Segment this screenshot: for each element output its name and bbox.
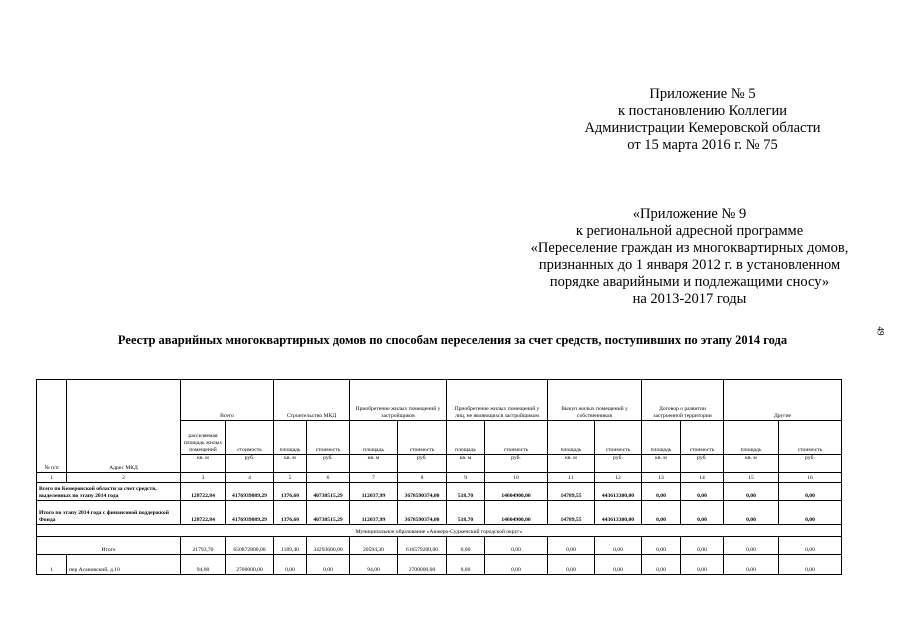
header-line: на 2013-2017 годы	[632, 291, 747, 307]
subheader-area: площадь	[447, 421, 485, 455]
group-buyout: Выкуп жилых помещений у собственников	[548, 380, 642, 421]
unit-m2: кв. м	[642, 455, 681, 473]
table-cell: 14789,55	[548, 483, 595, 501]
subheader-area: площадь	[724, 421, 779, 455]
table-cell: 0,00	[447, 537, 485, 555]
table-cell: 0,00	[681, 483, 724, 501]
table-cell: 0,00	[724, 483, 779, 501]
group-total: Всего	[181, 380, 274, 421]
header-line: от 15 марта 2016 г. № 75	[627, 137, 778, 153]
table-cell: 34293600,00	[307, 537, 350, 555]
unit-rub: руб.	[226, 455, 274, 473]
column-number: 13	[642, 473, 681, 483]
row-number: 1	[37, 555, 67, 575]
page-number: 49	[875, 326, 886, 336]
table-row	[37, 501, 842, 525]
table-cell: 4176939089,29	[226, 483, 274, 501]
column-number: 14	[681, 473, 724, 483]
column-number: 16	[779, 473, 842, 483]
subheader-cost: стоимость	[398, 421, 447, 455]
header-line: порядке аварийными и подлежащими сносу»	[549, 274, 830, 290]
table-row	[37, 537, 842, 555]
subheader-cost: стоимость	[226, 421, 274, 455]
table-cell: 128722,84	[181, 501, 226, 525]
header-line: признанных до 1 января 2012 г. в установленном	[538, 257, 841, 273]
subheader-area: площадь	[274, 421, 307, 455]
table-cell: 1376,60	[274, 483, 307, 501]
header-line: Администрации Кемеровской области	[584, 120, 821, 136]
table-cell: 2700000,00	[398, 555, 447, 575]
table-row	[37, 525, 842, 537]
table-cell: 2700000,00	[226, 555, 274, 575]
col-address-header: Адрес МКД	[67, 380, 181, 473]
unit-m2: кв. м	[447, 455, 485, 473]
table-cell: 0,00	[642, 537, 681, 555]
table-cell: 518,70	[447, 483, 485, 501]
subheader-cost: стоимость	[307, 421, 350, 455]
column-number: 4	[226, 473, 274, 483]
column-number: 2	[67, 473, 181, 483]
table-cell: 0,00	[681, 537, 724, 555]
group-territory: Договор о развитии застроенной территории	[642, 380, 724, 421]
column-numbers-row	[37, 473, 842, 483]
table-cell: 650872800,00	[226, 537, 274, 555]
table-cell: 0,00	[779, 501, 842, 525]
fund-total-label: Итого по этапу 2014 года с финансовой поддержкой Фонда	[37, 501, 181, 525]
group-construction: Строительство МКД	[274, 380, 350, 421]
unit-m2: кв. м	[350, 455, 398, 473]
table-cell: 112037,99	[350, 501, 398, 525]
unit-rub: руб.	[398, 455, 447, 473]
registry-table	[36, 379, 842, 575]
table-cell: 0,00	[642, 483, 681, 501]
unit-rub: руб.	[485, 455, 548, 473]
table-cell: 94,00	[350, 555, 398, 575]
table-cell: 518,70	[447, 501, 485, 525]
table-cell: 0,00	[779, 555, 842, 575]
table-cell: 0,00	[307, 555, 350, 575]
table-cell: 0,00	[548, 555, 595, 575]
table-cell: 14004900,00	[485, 483, 548, 501]
table-cell: 0,00	[642, 501, 681, 525]
unit-m2: кв. м	[181, 455, 226, 473]
table-cell: 0,00	[485, 555, 548, 575]
table-cell: 0,00	[485, 537, 548, 555]
subheader-cost: стоимость	[779, 421, 842, 455]
table-cell: 0,00	[724, 555, 779, 575]
table-cell: 4176939089,29	[226, 501, 274, 525]
column-number: 5	[274, 473, 307, 483]
row-address: пер Асановский, д.10	[67, 555, 181, 575]
table-cell: 20594,30	[350, 537, 398, 555]
table-cell: 14004900,00	[485, 501, 548, 525]
table-cell: 1189,40	[274, 537, 307, 555]
table-row	[37, 483, 842, 501]
subheader-area: площадь	[350, 421, 398, 455]
header-line: «Переселение граждан из многоквартирных домов,	[530, 240, 849, 256]
table-cell: 0,00	[779, 537, 842, 555]
unit-m2: кв. м	[548, 455, 595, 473]
header-line: к региональной адресной программе	[575, 223, 804, 239]
column-number: 15	[724, 473, 779, 483]
unit-rub: руб.	[681, 455, 724, 473]
table-cell: 0,00	[274, 555, 307, 575]
table-cell: 0,00	[724, 501, 779, 525]
table-cell: 40730515,29	[307, 501, 350, 525]
table-cell: 40730515,29	[307, 483, 350, 501]
column-number: 7	[350, 473, 398, 483]
table-cell: 94,00	[181, 555, 226, 575]
column-number: 3	[181, 473, 226, 483]
subheader-cost: стоимость	[595, 421, 642, 455]
table-cell: 14789,55	[548, 501, 595, 525]
municipality-heading: Муниципальное образование «Анжеро-Судженский городской округ»	[37, 525, 842, 537]
column-number: 10	[485, 473, 548, 483]
document-title: Реестр аварийных многоквартирных домов по способам переселения за счет средств, поступивших по этапу 2014 года	[117, 333, 788, 347]
group-purchase-others: Приобретение жилых помещений у лиц, не являющихся застройщиком	[447, 380, 548, 421]
table-cell: 0,00	[642, 555, 681, 575]
table-cell: 0,00	[548, 537, 595, 555]
header-line: «Приложение № 9	[632, 206, 747, 222]
table-cell: 0,00	[681, 555, 724, 575]
table-cell: 443613300,00	[595, 501, 642, 525]
column-number: 9	[447, 473, 485, 483]
group-purchase-developers: Приобретение жилых помещений у застройщиков	[350, 380, 447, 421]
subheader-cost: стоимость	[485, 421, 548, 455]
subheader-area: площадь	[642, 421, 681, 455]
header-line: к постановлению Коллегии	[617, 103, 788, 119]
table-cell: 0,00	[447, 555, 485, 575]
table-cell: 112037,99	[350, 483, 398, 501]
unit-rub: руб.	[779, 455, 842, 473]
unit-rub: руб.	[307, 455, 350, 473]
table-cell: 3678590374,00	[398, 483, 447, 501]
table-cell: 0,00	[681, 501, 724, 525]
column-number: 1	[37, 473, 67, 483]
table-cell: 1376,60	[274, 501, 307, 525]
group-other: Другие	[724, 380, 842, 421]
subheader-area: площадь	[548, 421, 595, 455]
column-number: 6	[307, 473, 350, 483]
group-header-row	[37, 380, 842, 421]
resolution-header	[560, 86, 845, 154]
subheader-cost: стоимость	[681, 421, 724, 455]
unit-rub: руб.	[595, 455, 642, 473]
table-cell: 3678590374,00	[398, 501, 447, 525]
table-cell: 0,00	[779, 483, 842, 501]
unit-m2: кв. м	[724, 455, 779, 473]
itogo-label: Итого	[37, 537, 181, 555]
subheader-area-total: расселяемая площадь жилых помещений	[181, 421, 226, 455]
table-cell: 21793,70	[181, 537, 226, 555]
table-cell: 0,00	[724, 537, 779, 555]
column-number: 11	[548, 473, 595, 483]
table-cell: 0,00	[595, 555, 642, 575]
program-header	[512, 206, 867, 308]
column-number: 8	[398, 473, 447, 483]
table-cell: 0,00	[595, 537, 642, 555]
table-row	[37, 555, 842, 575]
header-line: Приложение № 5	[649, 86, 756, 102]
column-number: 12	[595, 473, 642, 483]
table-cell: 443613300,00	[595, 483, 642, 501]
region-total-label: Всего по Кемеровской области за счет средств, выделенных по этапу 2014 года	[37, 483, 181, 501]
table-cell: 128722,84	[181, 483, 226, 501]
table-cell: 616579200,00	[398, 537, 447, 555]
col-number-header: № п/п	[37, 380, 67, 473]
unit-m2: кв. м	[274, 455, 307, 473]
